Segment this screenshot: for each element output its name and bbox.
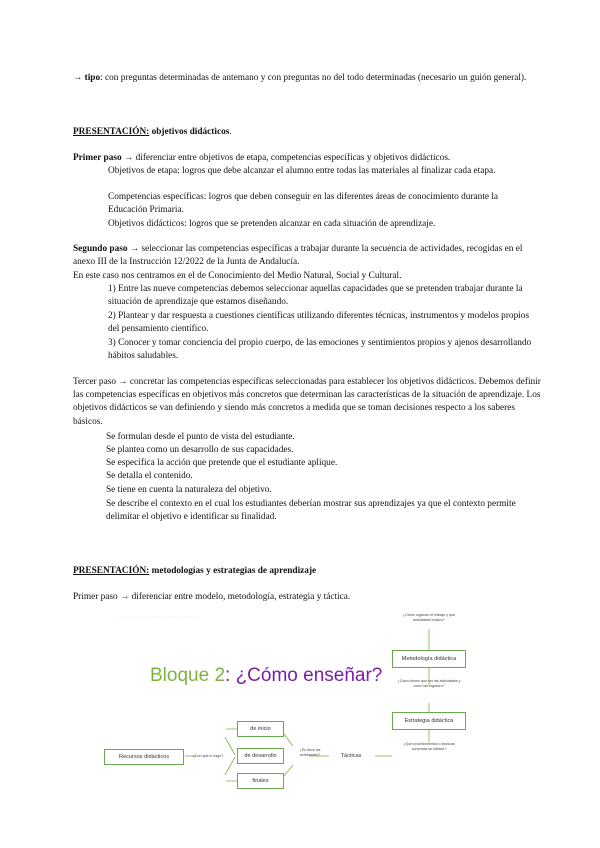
intro-paragraph xyxy=(73,72,543,85)
box-inicio: de inicio xyxy=(237,721,284,737)
competencia-1: 1) Entre las nueve competencias debemos seleccionar aquellas capacidades que se pretenden trabajar durante la situación de aprendizaje que estamos diseñando. xyxy=(108,284,523,308)
arrow-glyph: → xyxy=(73,73,83,83)
heading-underlined: PRESENTACIÓN: xyxy=(73,127,150,137)
box-finales: finales xyxy=(237,773,284,789)
heading-dot: . xyxy=(229,127,232,137)
primer-paso xyxy=(73,152,543,165)
tipo-text: : con preguntas determinadas de antemano y con preguntas no del todo determinadas (necesario un guión general). xyxy=(100,73,527,83)
paso-label: Segundo paso xyxy=(73,244,128,254)
paso2-case: En este caso nos centramos en el de Conocimiento del Medio Natural, Social y Cultural. xyxy=(73,271,402,281)
section-heading-metodologias xyxy=(73,565,543,578)
primer-paso-metodologias: Primer paso → diferenciar entre modelo, metodología, estrategia y táctica. xyxy=(73,592,351,602)
competencia-2: 2) Plantear y dar respuesta a cuestiones científicas utilizando diferentes técnicas, instrumentos y modelos propios del pensamiento científico. xyxy=(108,311,530,335)
diagram-connectors xyxy=(100,607,495,807)
box-estrategia: Estrategia didáctica xyxy=(392,712,466,730)
section-heading-objetivos xyxy=(73,126,543,139)
title-bloque: Bloque 2 xyxy=(150,665,226,686)
note-top: ¿Cómo organizo el trabajo y qué actividades realizo? xyxy=(402,613,456,622)
faint-header: · · · · · · · · · · · · · · · · · · · · · · · · · · · · · · xyxy=(118,615,199,619)
note-center: ¿Es decir las actividades? xyxy=(299,748,321,757)
criterio-5: Se tiene en cuenta la naturaleza del objetivo. xyxy=(106,485,272,495)
criterio-3: Se especifica la acción que pretende que el estudiante aplique. xyxy=(106,458,338,468)
criterio-4: Se detalla el contenido. xyxy=(106,471,193,481)
tipo-label: tipo xyxy=(84,73,101,83)
note-left: ¿Con qué lo hago? xyxy=(192,754,224,758)
note-bottom: ¿Qué procedimientos o técnicas concretas se utilizan? xyxy=(403,742,455,751)
box-metodologia: Metodología didáctica xyxy=(392,650,466,668)
paso-text: → diferenciar entre objetivos de etapa, competencias específicas y objetivos didácticos. xyxy=(121,153,451,163)
title-rest: : ¿Cómo enseñar? xyxy=(225,665,383,686)
def-objetivos-etapa: Objetivos de etapa: logros que debe alcanzar el alumno entre todas las materiales al finalizar cada etapa. xyxy=(108,166,496,176)
bloque2-diagram xyxy=(100,607,495,807)
diagram-title xyxy=(150,665,382,687)
heading-rest: objetivos didácticos xyxy=(149,127,230,137)
paso-label: Primer paso xyxy=(73,153,122,163)
segundo-paso xyxy=(73,243,543,269)
competencia-3: 3) Conocer y tomar conciencia del propio cuerpo, de las emociones y sentimientos propios y ajenos desarrollando hábitos saludables. xyxy=(108,338,532,362)
def-competencias: Competencias específicas: logros que deben conseguir en las diferentes áreas de conocimiento durante la Educación Primaria. xyxy=(108,192,499,216)
def-objetivos-didacticos: Objetivos didácticos: logros que se pretenden alcanzar en cada situación de aprendizaje. xyxy=(108,219,436,229)
heading-rest: metodologías y estrategias de aprendizaje xyxy=(149,566,317,576)
paso-text: → seleccionar las competencias específicas a trabajar durante la secuencia de actividades, recogidas en el anexo III de la Instrucción 12/2022 de la Junta de Andalucía. xyxy=(73,244,523,268)
criterio-1: Se formulan desde el punto de vista del estudiante. xyxy=(106,432,295,442)
note-mid: ¿Cómo tienen que ser las actividades y cómo las organizo? xyxy=(397,679,461,688)
box-desarrollo: de desarrollo xyxy=(237,748,284,764)
heading-underlined: PRESENTACIÓN: xyxy=(73,566,150,576)
criterio-2: Se plantea como un desarrollo de sus capacidades. xyxy=(106,445,294,455)
criterio-6: Se describe el contexto en el cual los estudiantes deberían mostrar sus aprendizajes ya que el contexto permite delimitar el objetivo e identificar su finalidad. xyxy=(106,499,516,523)
tercer-paso: Tercer paso → concretar las competencias específicas seleccionadas para establecer los objetivos didácticos. Debemos definir las competencias específicas en objetivos más concretos que determinan las características de la situación de aprendizaje. Los objetivos didácticos se van definiendo y siendo más concretos a medida que se toman decisiones respecto a los saberes básicos. xyxy=(73,377,541,427)
box-tacticas: Tácticas xyxy=(329,748,373,763)
box-recursos: Recursos didácticos xyxy=(104,749,184,765)
